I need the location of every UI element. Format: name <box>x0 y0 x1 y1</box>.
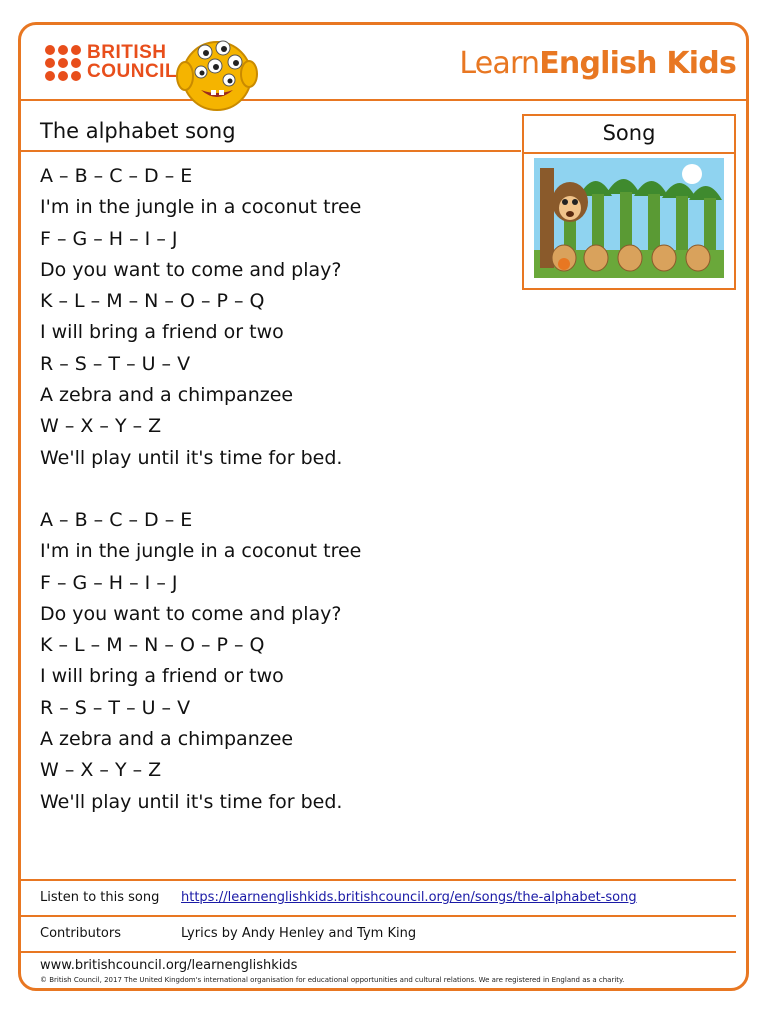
lyric-line: K – L – M – N – O – P – Q <box>40 290 265 313</box>
british-council-wordmark: BRITISH COUNCIL <box>87 42 178 82</box>
lyric-line: F – G – H – I – J <box>40 571 178 594</box>
header <box>21 25 746 101</box>
title-row <box>21 114 521 152</box>
category-label-row <box>524 116 734 154</box>
verse-2 <box>40 505 510 818</box>
lyrics <box>40 161 510 849</box>
learnenglish-kids-logo[interactable]: LearnEnglish Kids <box>459 46 736 81</box>
contributors-value: Lyrics by Andy Henley and Tym King <box>181 926 417 941</box>
lyric-line: I will bring a friend or two <box>40 321 284 344</box>
footer-divider <box>21 879 736 881</box>
lyric-line: I'm in the jungle in a coconut tree <box>40 196 362 219</box>
lyric-line: W – X – Y – Z <box>40 415 162 438</box>
lyric-line: I'm in the jungle in a coconut tree <box>40 540 362 563</box>
site-url[interactable]: www.britishcouncil.org/learnenglishkids <box>40 958 298 973</box>
listen-label: Listen to this song <box>40 890 160 905</box>
lyric-line: W – X – Y – Z <box>40 759 162 782</box>
contributors-label: Contributors <box>40 926 121 941</box>
british-council-logo[interactable] <box>45 42 178 83</box>
mascot-monster-icon <box>171 30 261 114</box>
song-link[interactable]: https://learnenglishkids.britishcouncil.org/en/songs/the-alphabet-song <box>181 890 637 905</box>
british-council-dots-icon <box>45 45 83 83</box>
lyric-line: We'll play until it's time for bed. <box>40 790 343 813</box>
lyric-line: A – B – C – D – E <box>40 508 193 531</box>
lyric-line: K – L – M – N – O – P – Q <box>40 634 265 657</box>
lyric-line: F – G – H – I – J <box>40 227 178 250</box>
monkey-jungle-illustration[interactable] <box>534 158 724 278</box>
lyric-line: I will bring a friend or two <box>40 665 284 688</box>
footer-divider <box>21 915 736 917</box>
lyric-line: A zebra and a chimpanzee <box>40 728 294 751</box>
lyric-line: We'll play until it's time for bed. <box>40 446 343 469</box>
category-label: Song <box>602 121 656 145</box>
lyric-line: R – S – T – U – V <box>40 352 191 375</box>
verse-1 <box>40 161 510 474</box>
lyric-line: R – S – T – U – V <box>40 696 191 719</box>
footer-divider <box>21 951 736 953</box>
page-title: The alphabet song <box>40 119 236 143</box>
category-box <box>522 114 736 290</box>
lyric-line: Do you want to come and play? <box>40 258 342 281</box>
lyric-line: Do you want to come and play? <box>40 602 342 625</box>
copyright-notice: © British Council, 2017 The United Kingdom's international organisation for educational opportunities and cultural relations. We are registered in England as a charity. <box>40 976 625 984</box>
lyric-line: A – B – C – D – E <box>40 165 193 187</box>
lyric-line: A zebra and a chimpanzee <box>40 384 294 407</box>
